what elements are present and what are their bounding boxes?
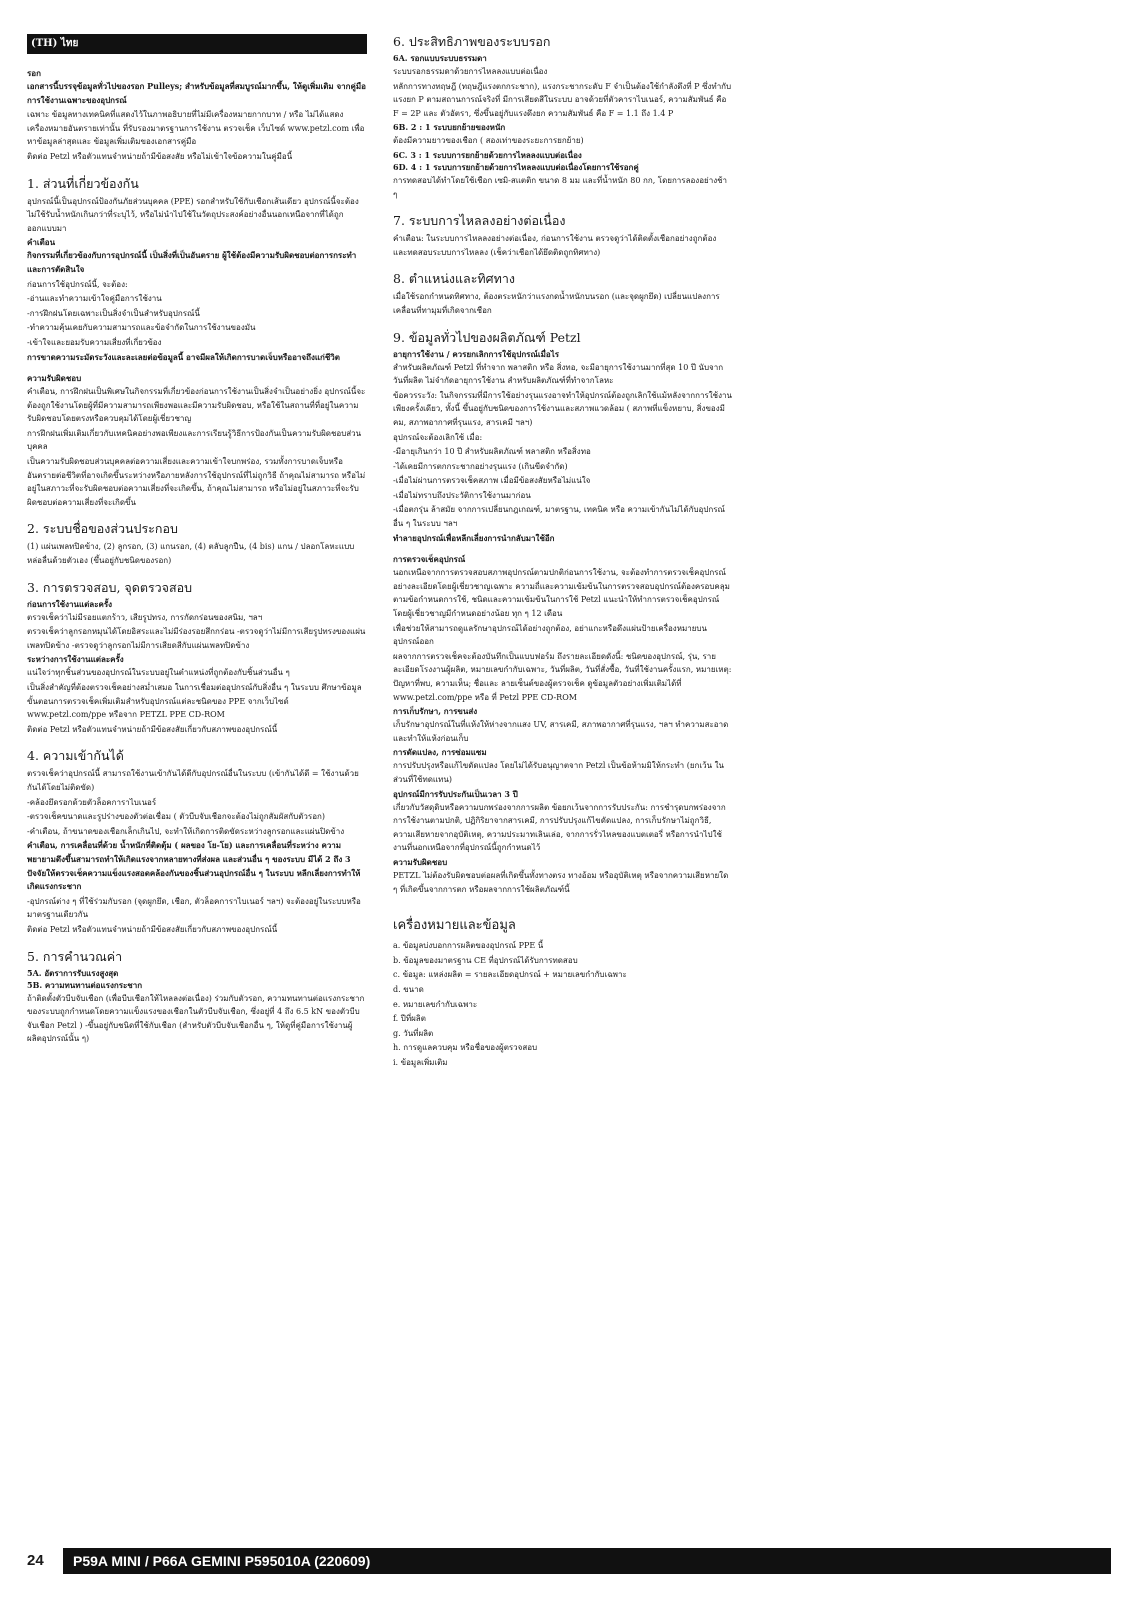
section-heading: 8. ตำแหน่งและทิศทาง — [393, 271, 515, 287]
spacer — [393, 546, 733, 552]
subheading: 6C. 3 : 1 ระบบการยกย้ายด้วยการไหลลงแบบต่อเนื่อง — [393, 149, 582, 160]
paragraph: อุปกรณ์จะต้องเลิกใช้ เมื่อ: — [393, 432, 483, 442]
paragraph: เป็นสิ่งสำคัญที่ต้องตรวจเช็คอย่างสม่ำเสมอ ในการเชื่อมต่ออุปกรณ์กับสิ่งอื่น ๆ ในระบบ ศึกษาข้อมูลขั้นตอนการตรวจเช็คเพิ่มเติมสำหรับอุปกรณ์แต่ละชนิดของ PPE จากเว็บไซด์ www.petzl.com/ppe หรือจาก PETZL PPE CD-ROM — [27, 683, 362, 720]
footer-bar — [63, 1548, 1111, 1574]
paragraph: คำเตือน, การฝึกฝนเป็นพิเศษในกิจกรรมที่เกี่ยวข้องก่อนการใช้งานเป็นสิ่งจำเป็นอย่างยิ่ง อุปกรณ์นี้จะต้องถูกใช้งานโดยผู้ที่มีความสามารถเพียงพอและมีความรับผิดชอบ, หรือใช้ในสถานที่ที่อยู่ในความรับผิดชอบโดยตรงหรือควบคุมได้โดยผู้เชี่ยวชาญ — [27, 387, 366, 424]
paragraph: -เมื่อไม่ผ่านการตรวจเช็คสภาพ เมื่อมีข้อสงสัยหรือไม่แน่ใจ — [393, 476, 591, 486]
paragraph: ถ้าติดตั้งตัวบีบจับเชือก (เพื่อบีบเชือกให้ไหลลงต่อเนื่อง) ร่วมกับตัวรอก, ความทนทานต่อแรงกระชากของระบบถูกกำหนดโดยความแข็งแรงของเชือกในตัวบีบจับเชือก, ซึ่งอยู่ที่ 4 ถึง 6.5 kN ของตัวบีบจับเชือก Petzl ) -ขึ้นอยู่กับชนิดที่ใช้กับเชือก (สำหรับตัวบีบจับเชือกอื่น ๆ, ให้ดูที่คู่มือการใช้งานผู้ผลิตอุปกรณ์นั้น ๆ) — [27, 993, 365, 1044]
paragraph: นอกเหนือจากการตรวจสอบสภาพอุปกรณ์ตามปกติก่อนการใช้งาน, จะต้องทำการตรวจเช็คอุปกรณ์อย่างละเอียดโดยผู้เชี่ยวชาญเฉพาะ ความถี่และความเข้มข้นในการตรวจสอบอุปกรณ์ต้องครอบคลุมตามข้อกำหนดการใช้, ชนิดและความเข้มข้นในการใช้ Petzl แนะนำให้ทำการตรวจเช็คอุปกรณ์โดยผู้เชี่ยวชาญมีกำหนดอย่างน้อย ทุก ๆ 12 เดือน — [393, 568, 730, 619]
bold-paragraph: เอกสารนี้บรรจุข้อมูลทั่วไปของรอก Pulleys; สำหรับข้อมูลที่สมบูรณ์มากขึ้น, ให้ดูเพิ่มเติม จากคู่มือการใช้งานเฉพาะของอุปกรณ์ — [27, 81, 366, 105]
paragraph: -คล้องยึดรอกด้วยตัวล็อคการาไบเนอร์ — [27, 797, 157, 807]
section-heading: 3. การตรวจสอบ, จุดตรวจสอบ — [27, 579, 193, 595]
paragraph: เฉพาะ ข้อมูลทางเทคนิคที่แสดงไว้ในภาพอธิบายที่ไม่มีเครื่องหมายกากบาท / หรือ ไม่ได้แสดงเครื่องหมายอันตรายเท่านั้น ที่รับรองมาตรฐานการใช้งาน ตรวจเช็ค เว็บไซด์ www.petzl.com เพื่อหาข้อมูลล่าสุดและ ข้อมูลเพิ่มเติมของเอกสารคู่มือ — [27, 110, 365, 147]
paragraph: -เมื่อตกรุ่น ล้าสมัย จากการเปลี่ยนกฎเกณฑ์, มาตรฐาน, เทคนิค หรือ ความเข้ากันไม่ได้กับอุปกรณ์อื่น ๆ ในระบบ ฯลฯ — [393, 505, 725, 529]
section-heading: 9. ข้อมูลทั่วไปของผลิตภัณฑ์ Petzl — [393, 329, 581, 345]
section-heading: 6. ประสิทธิภาพของระบบรอก — [393, 34, 551, 49]
paragraph: i. ข้อมูลเพิ่มเติม — [393, 1057, 448, 1067]
paragraph: d. ขนาด — [393, 984, 424, 994]
subheading: 6B. 2 : 1 ระบบยกย้ายของหนัก — [393, 122, 506, 133]
paragraph: ต้องมีความยาวของเชือก ( สองเท่าของระยะการยกย้าย) — [393, 136, 584, 146]
paragraph: -ทำความคุ้นเคยกับความสามารถและข้อจำกัดในการใช้งานของมัน — [27, 323, 256, 333]
paragraph: การปรับปรุงหรือแก้ไขดัดแปลง โดยไม่ได้รับอนุญาตจาก Petzl เป็นข้อห้ามมิให้กระทำ (ยกเว้น ในส่วนที่ใช้ทดแทน) — [393, 761, 724, 784]
paragraph: เก็บรักษาอุปกรณ์ในที่แห้งให้ห่างจากแสง UV, สารเคมี, สภาพอากาศที่รุนแรง, ฯลฯ ทำความสะอาดและทำให้แห้งก่อนเก็บ — [393, 720, 729, 743]
section-heading: 2. ระบบชื่อของส่วนประกอบ — [27, 521, 178, 537]
right-column-content — [393, 34, 733, 1069]
subheading: การเก็บรักษา, การขนส่ง — [393, 706, 478, 717]
subheading: 5A. อัตราการรับแรงสูงสุด — [27, 967, 119, 978]
paragraph: อุปกรณ์นี้เป็นอุปกรณ์ป้องกันภัยส่วนบุคคล (PPE) รอกสำหรับใช้กับเชือกเส้นเดียว อุปกรณ์นี้จะต้องไม่ใช้รับน้ำหนักเกินกว่าที่ระบุไว้, หรือไม่นำไปใช้ในวัตถุประสงค์อย่างอื่นนอกเหนือจากที่ได้ถูกออกแบบมา — [27, 196, 359, 233]
paragraph: -คำเตือน, ถ้าขนาดของเชือกเล็กเกินไป, จะทำให้เกิดการติดขัดระหว่างลูกรอกและแผ่นปิดข้าง — [27, 826, 345, 836]
page-number: 24 — [27, 1552, 44, 1569]
paragraph: ติดต่อ Petzl หรือตัวแทนจำหน่ายถ้ามีข้อสงสัย หรือไม่เข้าใจข้อความในคู่มือนี้ — [27, 151, 293, 161]
subheading: คำเตือน — [27, 237, 56, 248]
paragraph: คำเตือน: ในระบบการไหลลงอย่างต่อเนื่อง, ก่อนการใช้งาน ตรวจดูว่าได้ติดตั้งเชือกอย่างถูกต้อง และทดสอบระบบการไหลลง (เช็คว่าเชือกได้ยึดติดถูกทิศทาง) — [393, 234, 717, 257]
page-footer — [27, 1548, 1111, 1574]
subheading: ระหว่างการใช้งานแต่ละครั้ง — [27, 654, 124, 665]
bold-paragraph: กิจกรรมที่เกี่ยวข้องกับการอุปกรณ์นี้ เป็นสิ่งที่เป็นอันตราย ผู้ใช้ต้องมีความรับผิดชอบต่อการกระทำและการตัดสินใจ — [27, 250, 357, 274]
bold-paragraph: ทำลายอุปกรณ์เพื่อหลีกเลี่ยงการนำกลับมาใช้อีก — [393, 532, 555, 543]
subheading: อุปกรณ์มีการรับประกันเป็นเวลา 3 ปี — [393, 788, 518, 799]
paragraph: ก่อนการใช้อุปกรณ์นี้, จะต้อง: — [27, 279, 128, 289]
subheading: ความรับผิดชอบ — [393, 856, 448, 867]
language-tag: (TH) ไทย — [27, 34, 367, 54]
subheading: รอก — [27, 68, 41, 78]
paragraph: แน่ใจว่าทุกชิ้นส่วนของอุปกรณ์ในระบบอยู่ในตำแหน่งที่ถูกต้องกับชิ้นส่วนอื่น ๆ — [27, 668, 290, 678]
paragraph: -อุปกรณ์ต่าง ๆ ที่ใช้ร่วมกับรอก (จุดผูกยึด, เชือก, ตัวล็อคการาไบเนอร์ ฯลฯ) จะต้องอยู่ในระบบหรือมาตรฐานเดียวกัน — [27, 896, 361, 920]
paragraph: b. ข้อมูลของมาตรฐาน CE ที่อุปกรณ์ได้รับการทดสอบ — [393, 955, 578, 965]
subheading: 5B. ความทนทานต่อแรงกระชาก — [27, 979, 143, 990]
left-column — [27, 34, 367, 1047]
paragraph: สำหรับผลิตภัณฑ์ Petzl ที่ทำจาก พลาสติก หรือ สิ่งทอ, จะมีอายุการใช้งานมากที่สุด 10 ปี นับจากวันที่ผลิต ไม่จำกัดอายุการใช้งาน สำหรับผลิตภัณฑ์ที่ทำจากโลหะ — [393, 362, 724, 386]
paragraph: f. ปีที่ผลิต — [393, 1014, 426, 1024]
section-heading: 1. ส่วนที่เกี่ยวข้องกัน — [27, 175, 139, 191]
paragraph: (1) แผ่นเพลทปิดข้าง, (2) ลูกรอก, (3) แกนรอก, (4) ตลับลูกปืน, (4 bis) แกน / ปลอกโลหะแบบหล่อลื่นด้วยตัวเอง (ขึ้นอยู่กับชนิดของรอก) — [27, 542, 355, 566]
paragraph: ระบบรอกธรรมดาด้วยการไหลลงแบบต่อเนื่อง — [393, 67, 548, 76]
subheading: การดัดแปลง, การซ่อมแซม — [393, 747, 487, 758]
paragraph: h. การดูแลควบคุม หรือชื่อของผู้ตรวจสอบ — [393, 1043, 538, 1053]
paragraph: ติดต่อ Petzl หรือตัวแทนจำหน่ายถ้ามีข้อสงสัยเกี่ยวกับสภาพของอุปกรณ์นี้ — [27, 724, 278, 734]
paragraph: -ตรวจเช็คขนาดและรูปร่างของตัวต่อเชื่อม ( ตัวบีบจับเชือกจะต้องไม่ถูกสัมผัสกับตัวรอก) — [27, 812, 325, 822]
right-column — [393, 34, 733, 1070]
left-column-content — [27, 68, 367, 1046]
section-heading: 7. ระบบการไหลลงอย่างต่อเนื่อง — [393, 213, 566, 229]
paragraph: ติดต่อ Petzl หรือตัวแทนจำหน่ายถ้ามีข้อสงสัยเกี่ยวกับสภาพของอุปกรณ์นี้ — [27, 924, 278, 934]
bold-paragraph: คำเตือน, การเคลื่อนที่ด้วย น้ำหนักที่ติดตุ้ม ( ผลของ โย-โย) และการเคลื่อนที่ระหว่าง ความพยายามดึงขึ้นสามารถทำให้เกิดแรงจากหลายทางที่ส่งผล และส่วนอื่น ๆ ของระบบ มีได้ 2 ถึง 3 ปัจจัยให้ตรวจเช็คความแข็งแรงสอดคล้องกันของชิ้นส่วนอุปกรณ์อื่น ๆ ในระบบ หลีกเลี่ยงการทำให้เกิดแรงกระชาก — [27, 840, 361, 892]
paragraph: ข้อควรระวัง: ในกิจกรรมที่มีการใช้อย่างรุนแรงอาจทำให้อุปกรณ์ต้องถูกเลิกใช้แม้หลังจากการใช้งานเพียงครั้งเดียว, ทั้งนี้ ขึ้นอยู่กับชนิดของการใช้งานและสภาพแวดล้อม ( สภาพที่แข็งหยาบ, สิ่งของมีคม, สภาพอากาศที่รุนแรง, สารเคมี ฯลฯ) — [393, 390, 732, 427]
document-reference: P59A MINI / P66A GEMINI P595010A (220609) — [73, 1553, 371, 1569]
paragraph: หลักการทางทฤษฎี (ทฤษฎีแรงตกกระชาก), แรงกระชากระดับ F จำเป็นต้องใช้กำลังดึงที่ P ซึ่งทำกับแรงยก P ตามสถานการณ์จริงที่ มีการเสียดสีในระบบ อาจด้วยที่ตัวคาราไบเนอร์, ความสัมพันธ์ คือ F = 2P และ ตัวอัตรา, ซึ่งขึ้นอยู่กับแรงดึงยก ความสัมพันธ์ คือ F = 1.1 ถึง 1.4 P — [393, 81, 732, 118]
paragraph: เป็นความรับผิดชอบส่วนบุคคลต่อความเสี่ยงและความเข้าใจบกพร่อง, รวมทั้งการบาดเจ็บหรืออันตรายต่อชีวิตที่อาจเกิดขึ้นระหว่างหรือภายหลังการใช้อุปกรณ์ที่ไม่ถูกวิธี ถ้าคุณไม่สามารถ หรือไม่อยู่ในสภาวะที่จะรับผิดชอบต่อความเสี่ยงที่จะเกิดขึ้น, ถ้าคุณไม่สามารถ หรือไม่อยู่ในสภาวะที่จะรับผิดชอบต่อความเสี่ยงที่จะเกิดขึ้น — [27, 457, 366, 507]
paragraph: ตรวจเช็คว่าไม่มีรอยแตกร้าว, เสียรูปทรง, การกัดกร่อนของสนิม, ฯลฯ — [27, 612, 263, 622]
paragraph: -การฝึกฝนโดยเฉพาะเป็นสิ่งจำเป็นสำหรับอุปกรณ์นี้ — [27, 308, 200, 318]
paragraph: PETZL ไม่ต้องรับผิดชอบต่อผลที่เกิดขึ้นทั้งทางตรง ทางอ้อม หรืออุบัติเหตุ หรือจากความเสียหายใด ๆ ที่เกิดขึ้นจากการตก หรือผลจากการใช้ผลิตภัณฑ์นี้ — [393, 870, 729, 894]
section-heading: 4. ความเข้ากันได้ — [27, 748, 124, 764]
paragraph: -เมื่อไม่ทราบถึงประวัติการใช้งานมาก่อน — [393, 490, 531, 500]
spacer — [27, 365, 367, 371]
paragraph: ตรวจเช็คว่าลูกรอกหมุนได้โดยอิสระและไม่มีร่องรอยสึกกร่อน -ตรวจดูว่าไม่มีการเสียรูปทรงของแผ่นเพลทปิดข้าง -ตรวจดูว่าลูกรอกไม่มีการเสียดสีกับแผ่นเพลทปิดข้าง — [27, 627, 366, 650]
subheading: ความรับผิดชอบ — [27, 373, 82, 384]
paragraph: g. วันที่ผลิต — [393, 1028, 434, 1038]
paragraph: a. ข้อมูลบ่งบอกการผลิตของอุปกรณ์ PPE นี้ — [393, 941, 544, 951]
paragraph: เกี่ยวกับวัสดุดิบหรือความบกพร่องจากการผลิต ข้อยกเว้นจากการรับประกัน: การชำรุดบกพร่องจากการใช้งานตามปกติ, ปฏิกิริยาจากสารเคมี, การปรับปรุงแก้ไขดัดแปลง, การเก็บรักษาไม่ถูกวิธี, ความเสียหายจากอุบัติเหตุ, ความประมาทเลินเล่อ, จากการรั่วไหลของแบตเตอรี่ หรือการนำไปใช้งานที่นอกเหนือจากที่อุปกรณ์นี้ถูกกำหนดไว้ — [393, 802, 726, 853]
paragraph: -เข้าใจและยอมรับความเสี่ยงที่เกี่ยวข้อง — [27, 337, 162, 347]
paragraph: เมื่อใช้รอกกำหนดทิศทาง, ต้องตระหนักว่าแรงกดน้ำหนักบนรอก (และจุดผูกยึด) เปลี่ยนแปลงการเคลื่อนที่ทามุมที่เกิดจากเชือก — [393, 292, 720, 315]
subheading: อายุการใช้งาน / ควรยกเลิกการใช้อุปกรณ์เมื่อไร — [393, 348, 560, 359]
paragraph: -ได้เคยมีการตกกระชากอย่างรุนแรง (เกินขีดจำกัด) — [393, 461, 568, 471]
paragraph: e. หมายเลขกำกับเฉพาะ — [393, 999, 478, 1009]
paragraph: -มีอายุเกินกว่า 10 ปี สำหรับผลิตภัณฑ์ พลาสติก หรือสิ่งทอ — [393, 447, 591, 457]
subheading: 6A. รอกแบบระบบธรรมดา — [393, 53, 487, 63]
paragraph: -อ่านและทำความเข้าใจคู่มือการใช้งาน — [27, 294, 162, 304]
subheading: 6D. 4 : 1 ระบบการยกย้ายด้วยการไหลลงแบบต่อเนื่องโดยการใช้รอกคู่ — [393, 161, 639, 172]
bold-paragraph: การขาดความระมัดระวังและละเลยต่อข้อมูลนี้ อาจมีผลให้เกิดการบาดเจ็บหรืออาจถึงแก่ชีวิต — [27, 351, 340, 362]
paragraph: c. ข้อมูล: แหล่งผลิต = รายละเอียดอุปกรณ์ + หมายเลขกำกับเฉพาะ — [393, 970, 627, 980]
paragraph: ผลจากการตรวจเช็คจะต้องบันทึกเป็นแบบฟอร์ม ถึงรายละเอียดดังนี้: ชนิดของอุปกรณ์, รุ่น, รายละเอียดโรงงานผู้ผลิต, หมายเลขกำกับเฉพาะ, วันที่ผลิต, วันที่สั่งซื้อ, วันที่ใช้งานครั้งแรก, หมายเหตุ: ปัญหาที่พบ, ความเห็น; ชื่อและ ลายเซ็นต์ของผู้ตรวจเช็ค ดูข้อมูลตัวอย่างเพิ่มเติมได้ที่ www.petzl.com/ppe หรือ ที่ Petzl PPE CD-ROM — [393, 651, 732, 702]
subheading: ก่อนการใช้งานแต่ละครั้ง — [27, 598, 113, 609]
subheading: การตรวจเช็คอุปกรณ์ — [393, 554, 466, 565]
paragraph: ตรวจเช็คว่าอุปกรณ์นี้ สามารถใช้งานเข้ากันได้ดีกับอุปกรณ์อื่นในระบบ (เข้ากันได้ดี = ใช้งานด้วยกันได้โดยไม่ติดขัด) — [27, 769, 359, 792]
section-heading: 5. การคำนวณค่า — [27, 948, 123, 964]
paragraph: เพื่อช่วยให้สามารถดูแลรักษาอุปกรณ์ได้อย่างถูกต้อง, อย่าแกะหรือดึงแผ่นป้ายเครื่องหมายบนอุปกรณ์ออก — [393, 623, 707, 647]
paragraph: การทดสอบได้ทำโดยใช้เชือก เซมิ-สแตติก ขนาด 8 มม และที่น้ำหนัก 80 กก, โดยการลองอย่างช้า ๆ — [393, 175, 728, 199]
paragraph: การฝึกฝนเพิ่มเติมเกี่ยวกับเทคนิคอย่างพอเพียงและการเรียนรู้วิธีการป้องกันเป็นความรับผิดชอบส่วนบุคคล — [27, 428, 362, 452]
section-heading: เครื่องหมายและข้อมูล — [393, 918, 516, 934]
